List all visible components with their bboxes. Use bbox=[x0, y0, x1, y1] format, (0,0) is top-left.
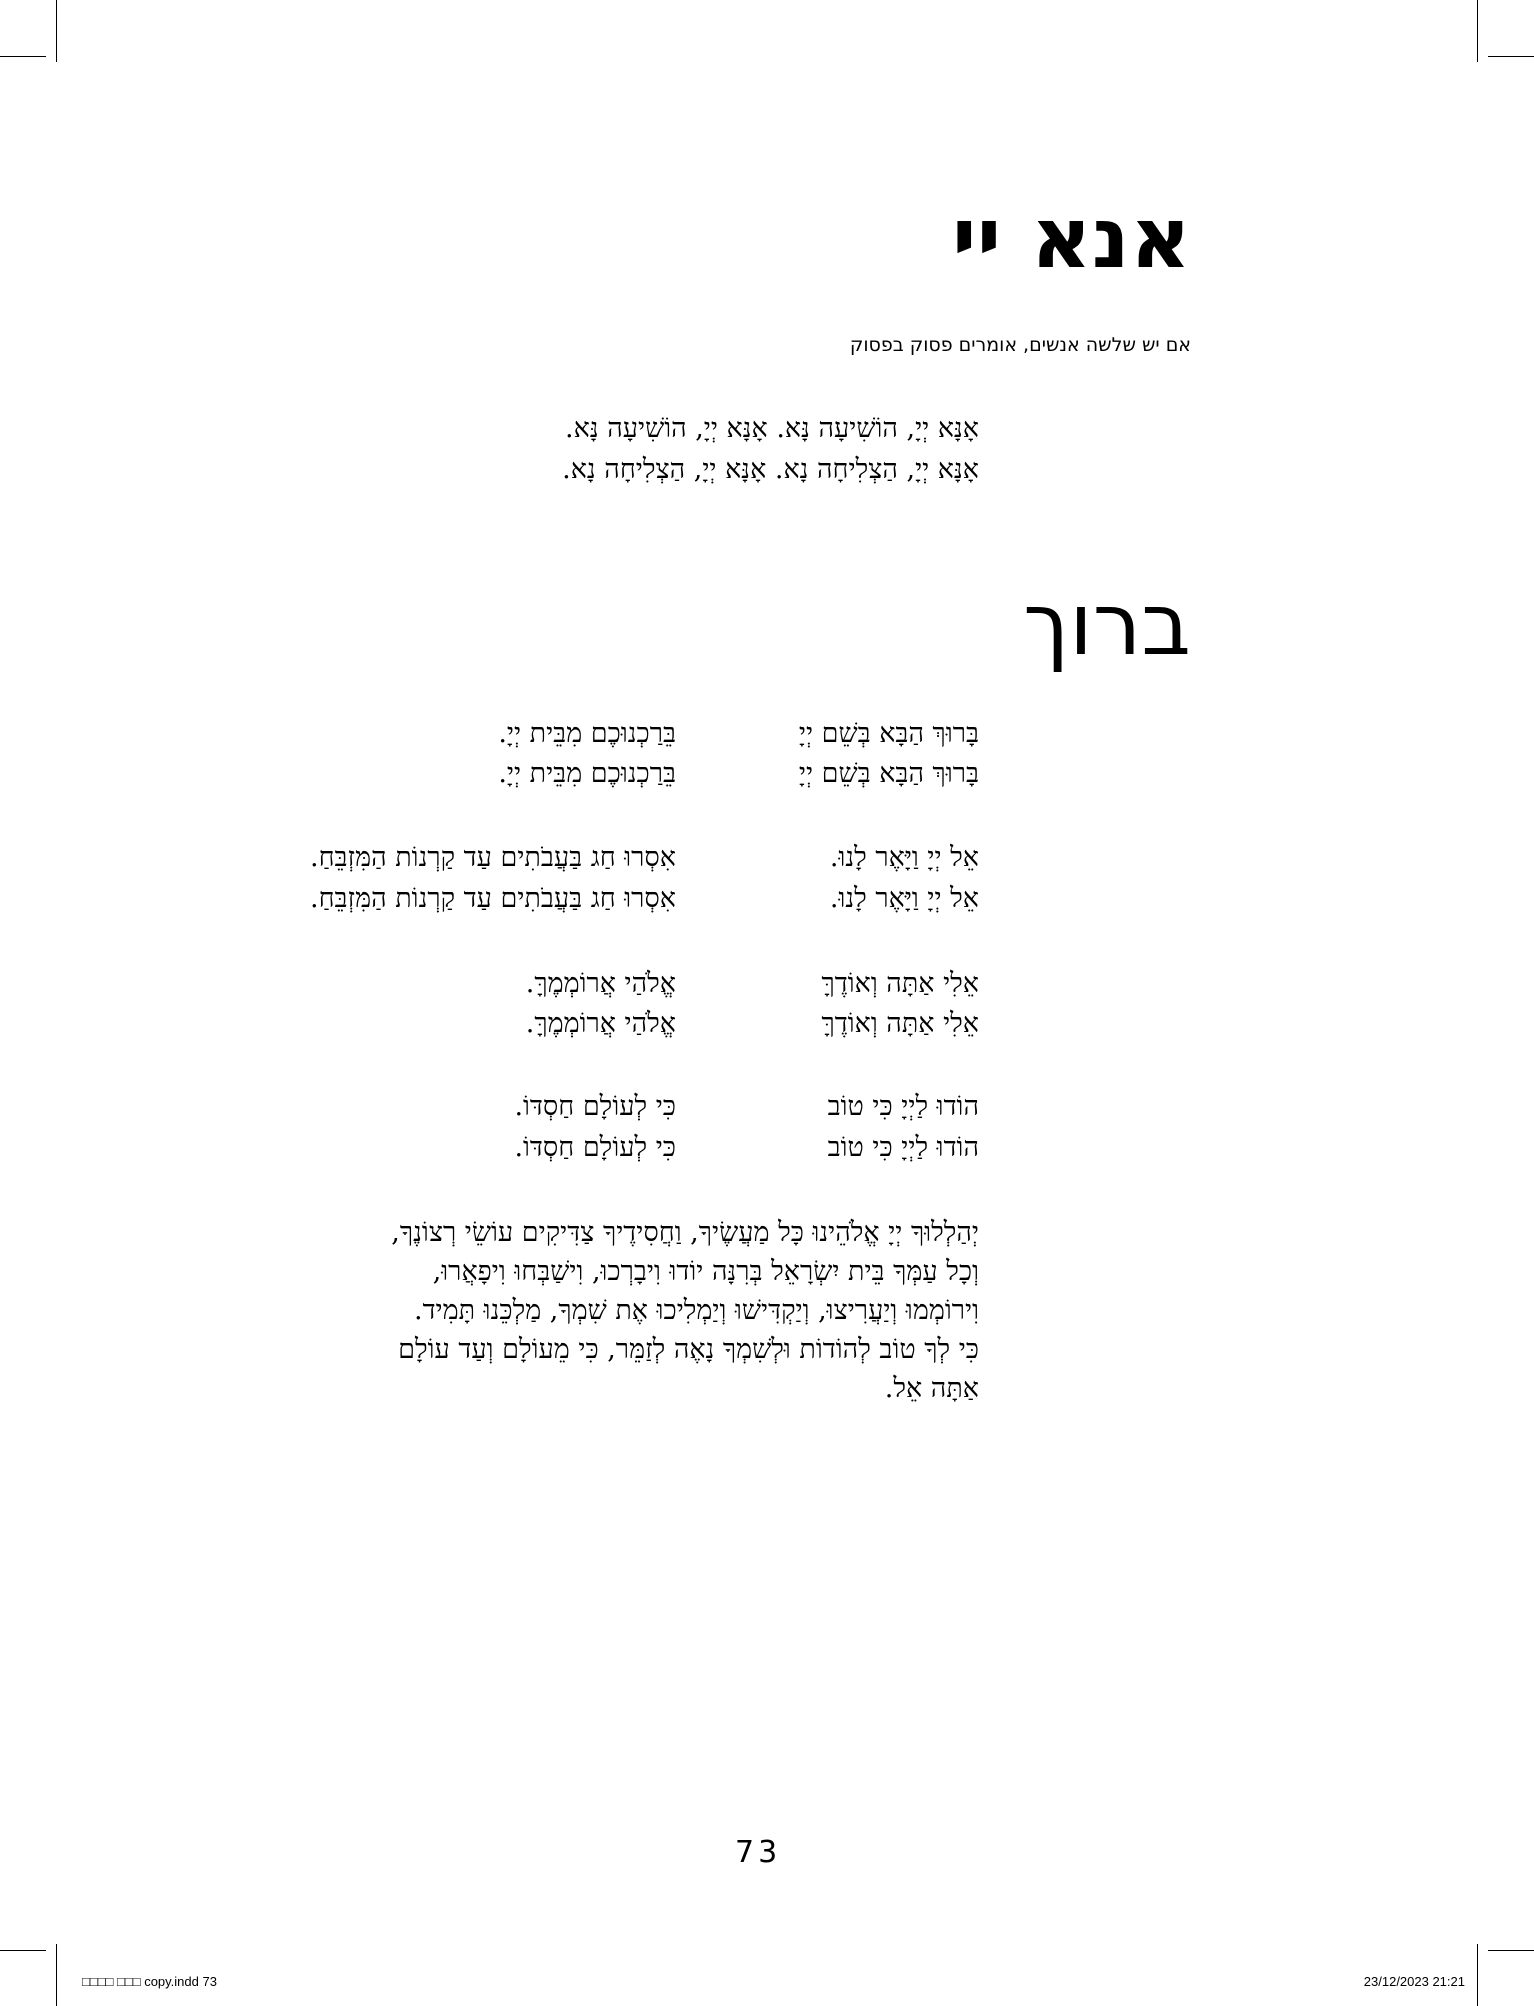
closing-line: יְהַלְלוּךָ יְיָ אֱלֹהֵינוּ כָּל מַעֲשֶׂיךָ, וַחֲסִידֶיךָ צַדִּיקִים עוֹשֵׂי רְצוֹנֶךָ, bbox=[391, 1217, 979, 1248]
crop-mark bbox=[1477, 1944, 1478, 2006]
closing-paragraph bbox=[179, 1213, 979, 1408]
crop-mark bbox=[0, 56, 46, 57]
print-slug-filename: □□□□ □□□ copy.indd 73 bbox=[82, 1974, 217, 1989]
verse-second-half: אִסְרוּ חַג בַּעֲבֹתִים עַד קַרְנוֹת הַמִּזְבֵּחַ. bbox=[309, 842, 676, 873]
section-title-baruch: ברוך bbox=[1023, 575, 1191, 675]
verse-second-half: אֱלֹהַי אֲרוֹמְמֶךָּ. bbox=[525, 1008, 676, 1039]
verse-first-half: אֵלִי אַתָּה וְאוֹדֶךָּ bbox=[821, 1008, 979, 1039]
verse-first-half: אֵל יְיָ וַיָּאֶר לָנוּ. bbox=[829, 842, 979, 873]
verse-first-half: אֵלִי אַתָּה וְאוֹדֶךָּ bbox=[821, 968, 979, 999]
crop-mark bbox=[56, 1944, 57, 2006]
verse-first-half: הוֹדוּ לַיְיָ כִּי טוֹב bbox=[827, 1091, 979, 1122]
closing-line: וְכָל עַמְּךָ בֵּית יִשְׂרָאֵל בְּרִנָּה יוֹדוּ וִיבָרְכוּ, וִישַׁבְּחוּ וִיפָאֲרוּ, bbox=[432, 1256, 979, 1287]
ana-line: אָנָּא יְיָ, הַצְלִיחָה נָא. אָנָּא יְיָ, הַצְלִיחָה נָא. bbox=[562, 454, 979, 485]
verse-first-half: אֵל יְיָ וַיָּאֶר לָנוּ. bbox=[829, 883, 979, 914]
verse-second-half: בֵּרַכְנוּכֶם מִבֵּית יְיָ. bbox=[498, 718, 676, 749]
closing-line: אַתָּה אֵל. bbox=[884, 1373, 979, 1404]
verse-second-half: אִסְרוּ חַג בַּעֲבֹתִים עַד קַרְנוֹת הַמִּזְבֵּחַ. bbox=[309, 883, 676, 914]
section-title-ana: אנא יי bbox=[951, 189, 1191, 287]
verse-second-half: כִּי לְעוֹלָם חַסְדּוֹ. bbox=[514, 1091, 676, 1122]
crop-mark bbox=[1488, 56, 1534, 57]
verse-first-half: בָּרוּךְ הַבָּא בְּשֵׁם יְיָ bbox=[798, 758, 979, 789]
crop-mark bbox=[56, 0, 57, 62]
closing-line: כִּי לְךָ טוֹב לְהוֹדוֹת וּלְשִׁמְךָ נָאֶה לְזַמֵּר, כִּי מֵעוֹלָם וְעַד עוֹלָם bbox=[398, 1334, 979, 1365]
verse-second-half: אֱלֹהַי אֲרוֹמְמֶךָּ. bbox=[525, 968, 676, 999]
crop-mark bbox=[1488, 1950, 1534, 1951]
verse-first-half: בָּרוּךְ הַבָּא בְּשֵׁם יְיָ bbox=[798, 718, 979, 749]
page-number: 73 bbox=[735, 1835, 782, 1870]
verse-first-half: הוֹדוּ לַיְיָ כִּי טוֹב bbox=[827, 1132, 979, 1163]
print-slug-timestamp: 23/12/2023 21:21 bbox=[1363, 1974, 1465, 1989]
ana-line: אָנָּא יְיָ, הוֹשִׁיעָה נָּא. אָנָּא יְיָ, הוֹשִׁיעָה נָּא. bbox=[565, 413, 979, 444]
verse-second-half: בֵּרַכְנוּכֶם מִבֵּית יְיָ. bbox=[498, 758, 676, 789]
crop-mark bbox=[0, 1950, 46, 1951]
closing-line: וִירוֹמְמוּ וְיַעֲרִיצוּ, וְיַקְדִּישׁוּ וְיַמְלִיכוּ אֶת שִׁמְךָ, מַלְכֵּנוּ תָּמִיד. bbox=[413, 1295, 979, 1326]
crop-mark bbox=[1477, 0, 1478, 62]
verse-second-half: כִּי לְעוֹלָם חַסְדּוֹ. bbox=[514, 1132, 676, 1163]
instruction-note: אם יש שלשה אנשים, אומרים פסוק בפסוק bbox=[849, 334, 1191, 356]
